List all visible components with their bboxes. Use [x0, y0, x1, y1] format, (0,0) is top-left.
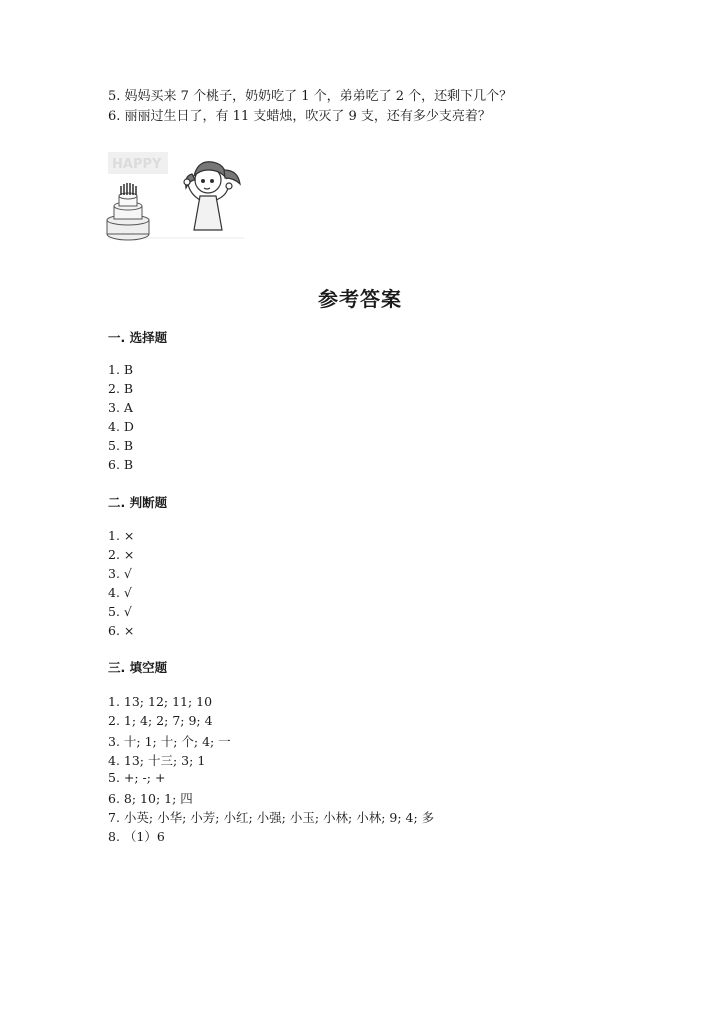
answer-line: 6. 8; 10; 1; 四 — [108, 791, 193, 806]
answer-line: 5. √ — [108, 604, 132, 619]
answer-line: 4. D — [108, 419, 134, 434]
answer-line: 5. B — [108, 438, 134, 453]
answer-line: 4. √ — [108, 585, 132, 600]
answer-line: 2. × — [108, 547, 135, 562]
answer-line: 2. B — [108, 381, 134, 396]
answer-line: 2. 1; 4; 2; 7; 9; 4 — [108, 713, 213, 728]
answer-line: 5. +; -; + — [108, 770, 166, 785]
svg-text:HAPPY: HAPPY — [112, 157, 162, 172]
answer-line: 3. √ — [108, 566, 132, 581]
section-heading-choice: 一. 选择题 — [108, 330, 168, 345]
answer-line: 8. （1）6 — [108, 829, 165, 844]
section-heading-judge: 二. 判断题 — [108, 495, 168, 510]
answer-line: 1. × — [108, 528, 135, 543]
answer-line: 4. 13; 十三; 3; 1 — [108, 753, 206, 768]
answer-key-title: 参考答案 — [318, 287, 402, 311]
answer-line: 6. × — [108, 623, 135, 638]
answer-line: 3. 十; 1; 十; 个; 4; 一 — [108, 734, 231, 749]
section-heading-fill-in: 三. 填空题 — [108, 660, 168, 675]
answer-line: 1. B — [108, 362, 134, 377]
answer-line: 7. 小英; 小华; 小芳; 小红; 小强; 小玉; 小林; 小林; 9; 4; 多 — [108, 810, 435, 825]
answer-line: 3. A — [108, 400, 133, 415]
birthday-cake-girl-illustration — [104, 148, 246, 248]
question-6: 6. 丽丽过生日了，有 11 支蜡烛，吹灭了 9 支，还有多少支亮着？ — [108, 109, 491, 124]
answer-line: 1. 13; 12; 11; 10 — [108, 694, 213, 709]
question-5: 5. 妈妈买来 7 个桃子，奶奶吃了 1 个，弟弟吃了 2 个，还剩下几个？ — [108, 89, 513, 104]
answer-line: 6. B — [108, 457, 134, 472]
